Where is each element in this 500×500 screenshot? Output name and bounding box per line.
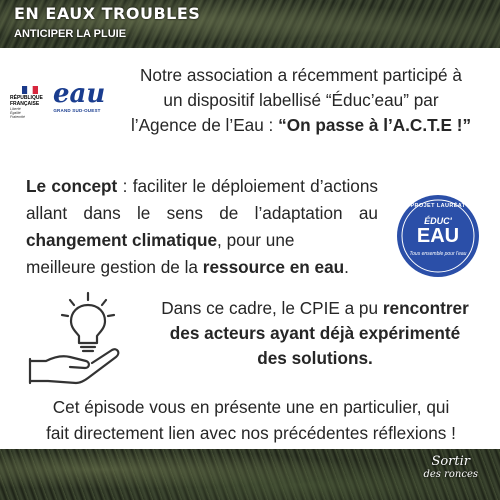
intro-line2: un dispositif labellisé “Éduc’eau” par [163,90,439,110]
republique-motto-3: Fraternité [10,115,25,119]
cpie-paragraph [146,296,484,371]
episode-line1: Cet épisode vous en présente une en particulier, qui [52,397,450,417]
concept-text-3: meilleure gestion de la [26,257,203,277]
concept-text-1: : faciliter le déploiement d’actions allant dans le sens de l’adaptation au [26,176,379,223]
badge-main-text [395,216,481,247]
concept-text-2: , pour une [217,230,295,250]
educeau-laureat-badge [395,193,481,279]
intro-line3: l’Agence de l’Eau : [130,115,279,135]
episode-paragraph [18,395,484,446]
badge-top-text: PROJET LAURÉAT [410,203,466,209]
badge-bottom-text: Tous ensemble pour l'eau [409,251,467,257]
sortir-des-ronces-logo [423,455,478,481]
footer-banner [0,449,500,500]
cpie-bold-2: des acteurs ayant déjà expérimenté [169,323,461,343]
cpie-text-1: Dans ce cadre, le CPIE a pu [161,298,383,318]
lightbulb-hand-icon [26,291,132,387]
brand-line2: des ronces [423,469,478,480]
badge-line1: ÉDUC' [424,216,452,226]
concept-bold-ressource: ressource en eau [202,257,345,277]
intro-paragraph [112,63,490,138]
episode-line2: fait directement lien avec nos précédentes réflexions ! [46,422,456,443]
concept-bold-climat: changement climatique [26,230,218,250]
intro-line1: Notre association a récemment participé à [140,65,462,85]
brand-line1: Sortir [431,454,470,469]
concept-paragraph [26,173,378,281]
agence-eau-sub: GRAND SUD-OUEST [53,108,101,113]
french-flag-icon [22,86,38,94]
republique-francaise-logo [10,86,50,119]
republique-motto-1: Liberté [10,107,21,111]
agence-eau-logo [53,79,106,113]
cpie-bold-3: des solutions. [257,348,373,368]
concept-text-4: . [344,257,349,277]
badge-line2: EAU [416,225,460,247]
republique-line2: FRANÇAISE [10,101,40,107]
republique-line1: RÉPUBLIQUE [10,95,43,101]
header-banner [0,0,500,48]
intro-slogan: “On passe à l’A.C.T.E !” [278,115,472,135]
republique-motto-2: Égalité [10,111,21,115]
agence-eau-mark: eau [53,79,106,109]
page-title: EN EAUX TROUBLES [14,4,201,23]
concept-label: Le concept [26,176,118,196]
page-subtitle: ANTICIPER LA PLUIE [14,28,127,40]
cpie-bold-1: rencontrer [382,298,469,318]
